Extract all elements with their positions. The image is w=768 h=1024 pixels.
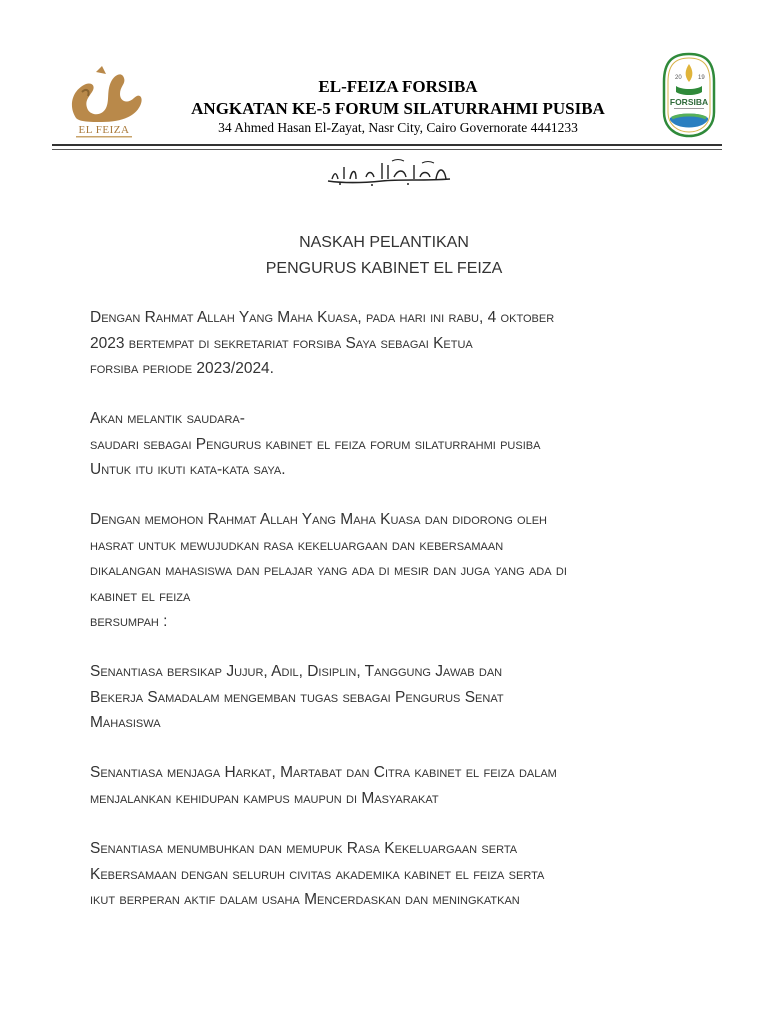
paragraph-line: ikut berperan aktif dalam usaha Mencerdaskan dan meningkatkan	[90, 891, 520, 908]
paragraph-line: Dengan memohon Rahmat Allah Yang Maha Kuasa dan didorong oleh	[90, 511, 548, 528]
paragraph-opening	[90, 309, 700, 386]
header-divider-thin	[52, 149, 722, 150]
header-divider-thick	[52, 144, 722, 146]
paragraph-line: hasrat untuk mewujudkan rasa kekeluargaan dan kebersamaan	[90, 536, 504, 554]
paragraph-oath-2	[90, 764, 700, 815]
paragraph-line: 2023 bertempat di sekretariat forsiba Saya sebagai Ketua	[90, 334, 473, 352]
logo-right-text: FORSIBA	[669, 97, 709, 107]
svg-text:20: 20	[675, 75, 682, 81]
paragraph-line: menjalankan kehidupan kampus maupun di Masyarakat	[90, 789, 439, 807]
paragraph-oath-intro	[90, 511, 700, 639]
organization-address: 34 Ahmed Hasan El-Zayat, Nasr City, Cairo Governorate 4441233	[218, 120, 578, 135]
paragraph-line: Kebersamaan dengan seluruh civitas akademika kabinet el feiza serta	[90, 865, 545, 883]
svg-text:19: 19	[698, 75, 705, 81]
document-title: NASKAH PELANTIKAN	[299, 234, 469, 251]
paragraph-oath-1	[90, 663, 700, 740]
organization-name: EL-FEIZA FORSIBA	[318, 77, 478, 96]
paragraph-line: Mahasiswa	[90, 714, 161, 731]
paragraph-line: Senantiasa bersikap Jujur, Adil, Disiplin, Tanggung Jawab dan	[90, 663, 503, 680]
paragraph-line: Untuk itu ikuti kata-kata saya.	[90, 461, 286, 478]
paragraph-line: Dengan Rahmat Allah Yang Maha Kuasa, pada hari ini rabu, 4 oktober	[90, 309, 555, 326]
basmala-calligraphy	[322, 153, 456, 189]
paragraph-line: Akan melantik saudara-	[90, 410, 245, 427]
paragraph-line: forsiba periode 2023/2024.	[90, 360, 274, 377]
logo-left-text: EL FEIZA	[78, 124, 130, 136]
document-subtitle: PENGURUS KABINET EL FEIZA	[265, 260, 503, 277]
organization-subtitle: ANGKATAN KE-5 FORUM SILATURRAHMI PUSIBA	[191, 99, 605, 118]
paragraph-line: Senantiasa menumbuhkan dan memupuk Rasa Kekeluargaan serta	[90, 840, 518, 857]
paragraph-line: kabinet el feiza	[90, 587, 191, 605]
paragraph-line: dikalangan mahasiswa dan pelajar yang ada di mesir dan juga yang ada di	[90, 562, 567, 579]
paragraph-appointment	[90, 410, 700, 487]
paragraph-line: Bekerja Samadalam mengemban tugas sebagai Pengurus Senat	[90, 688, 504, 706]
paragraph-line: bersumpah :	[90, 613, 168, 630]
paragraph-line: saudari sebagai Pengurus kabinet el feiza forum silaturrahmi pusiba	[90, 435, 541, 453]
paragraph-line: Senantiasa menjaga Harkat, Martabat dan Citra kabinet el feiza dalam	[90, 764, 557, 781]
paragraph-oath-3	[90, 840, 700, 917]
